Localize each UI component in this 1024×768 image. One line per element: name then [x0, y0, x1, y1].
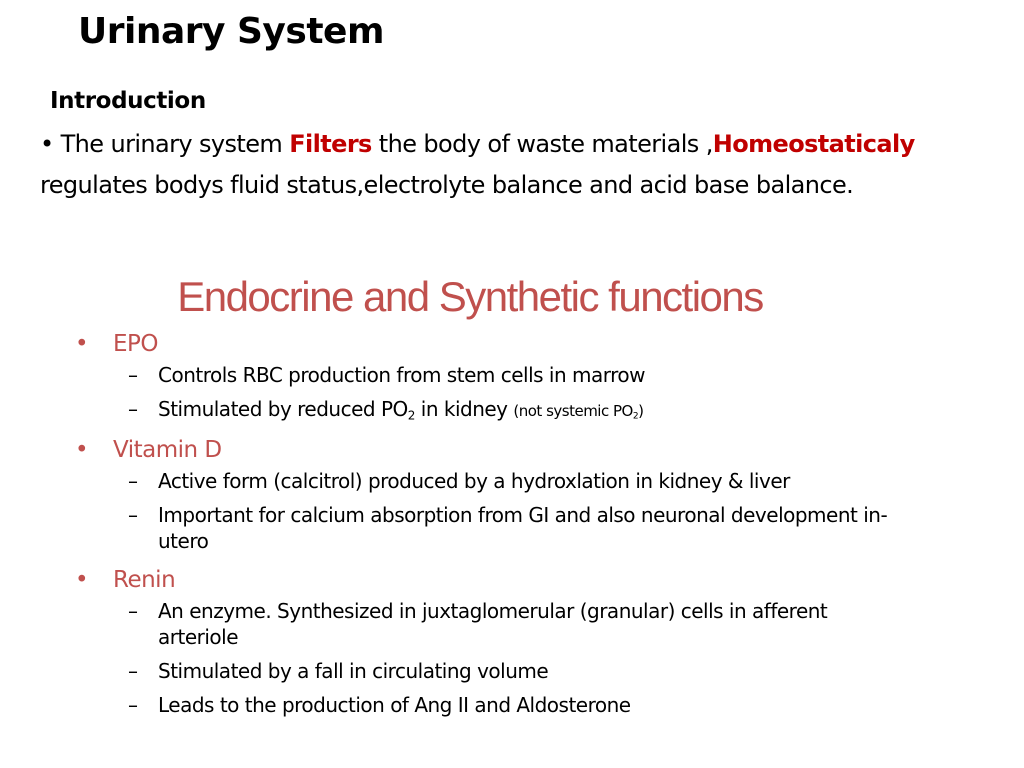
list-item	[0, 598, 1000, 650]
sub-list	[0, 598, 1000, 718]
function-vitamin-d	[0, 432, 1000, 554]
list-item	[0, 502, 1000, 554]
function-heading	[0, 432, 1000, 468]
list-item	[0, 658, 1000, 684]
subscript: 2	[632, 411, 639, 422]
functions-list	[0, 326, 1000, 726]
intro-bullet: •	[40, 130, 54, 158]
function-name: Renin	[113, 567, 176, 593]
dash: –	[128, 659, 138, 683]
intro-text-part-1: The urinary system	[60, 130, 290, 158]
function-epo	[0, 326, 1000, 424]
dash: –	[128, 363, 138, 387]
function-name: Vitamin D	[113, 437, 222, 463]
function-heading	[0, 326, 1000, 362]
list-item-text: An enzyme. Synthesized in juxtaglomerular (granular) cells in afferent arteriole	[158, 599, 828, 649]
section-title: Endocrine and Synthetic functions	[177, 273, 763, 320]
list-item-text: Stimulated by reduced $PO_2$ in kidney (not systemic $PO_2$)	[158, 397, 644, 423]
highlight-filters: Filters	[289, 130, 372, 158]
list-item-text: Controls RBC production from stem cells in marrow	[158, 363, 645, 387]
dash: –	[128, 503, 138, 527]
intro-text-part-2: the body of waste materials ,	[371, 130, 713, 158]
highlight-homeostaticaly: Homeostaticaly	[712, 130, 915, 158]
bullet: •	[75, 567, 89, 593]
list-item-text: Stimulated by a fall in circulating volume	[158, 659, 549, 683]
dash: –	[128, 397, 138, 421]
list-item	[0, 692, 1000, 718]
function-renin	[0, 562, 1000, 718]
intro-text-part-3: regulates bodys fluid status,electrolyte balance and acid base balance.	[40, 171, 854, 199]
list-item-text: Leads to the production of Ang II and Aldosterone	[158, 693, 631, 717]
slide-title: Urinary System	[78, 11, 384, 52]
list-item	[0, 396, 1000, 424]
bullet: •	[75, 331, 89, 357]
function-heading	[0, 562, 1000, 598]
note: (not systemic $PO_2$)	[513, 402, 644, 422]
sub-list	[0, 362, 1000, 424]
bullet: •	[75, 437, 89, 463]
list-item	[0, 362, 1000, 388]
list-item-text: Active form (calcitrol) produced by a hydroxlation in kidney & liver	[158, 469, 790, 493]
intro-heading: Introduction	[50, 88, 206, 114]
list-item-text: Important for calcium absorption from GI and also neuronal development in-utero	[158, 503, 888, 553]
subscript: 2	[407, 408, 415, 423]
dash: –	[128, 693, 138, 717]
dash: –	[128, 599, 138, 623]
intro-paragraph	[40, 124, 980, 206]
list-item	[0, 468, 1000, 494]
dash: –	[128, 469, 138, 493]
sub-list	[0, 468, 1000, 554]
function-name: EPO	[113, 331, 159, 357]
